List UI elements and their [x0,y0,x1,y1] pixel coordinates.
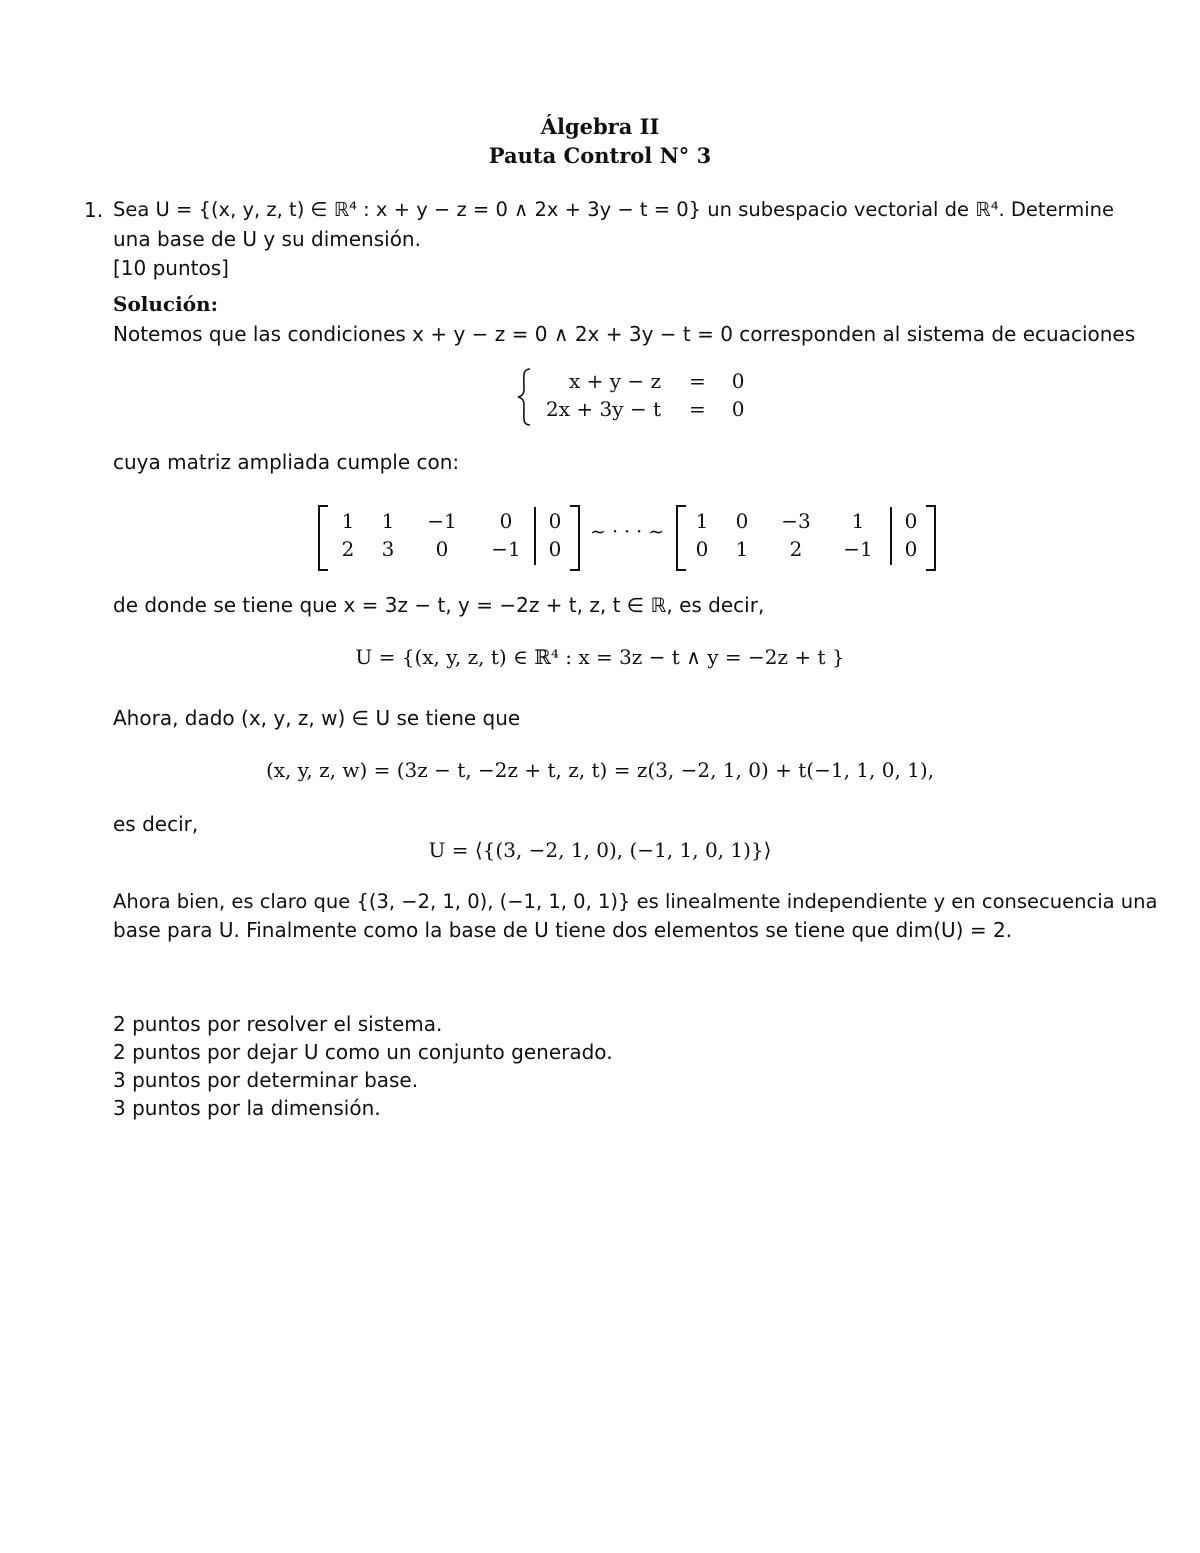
problem-number: 1. [84,198,104,222]
system-eq: = [689,397,706,421]
left-brace-icon [516,367,532,427]
system-lhs: x + y − z [568,369,662,393]
matrix-cell: −1 [491,537,521,561]
system-rhs: 0 [731,397,745,421]
solution-label: Solución: [113,292,218,316]
matrix-cell: 0 [695,537,709,561]
left-bracket [318,505,328,571]
matrix-cell: 1 [381,509,395,533]
matrix-row [330,535,538,563]
conclusion-line1: Ahora bien, es claro que {(3, −2, 1, 0), (−1, 1, 0, 1)} es linealmente independiente y en consecuencia una [113,890,1158,913]
left-bracket [676,505,686,571]
row-equivalence-symbol: ∼ · · · ∼ [590,521,665,543]
es-decir-text: es decir, [113,812,199,836]
matrix-cell: 0 [904,537,918,561]
matrix-cell: −1 [427,509,457,533]
matrix-row [330,507,538,535]
matrix-cell: 1 [735,537,749,561]
from-where-text: de donde se tiene que x = 3z − t, y = −2z + t, z, t ∈ ℝ, es decir, [113,593,765,617]
matrix-cell: 0 [548,537,562,561]
rubric-item: 2 puntos por resolver el sistema. [113,1012,443,1036]
page-title: Álgebra II [540,114,660,139]
rubric-item: 3 puntos por la dimensión. [113,1096,381,1120]
augment-divider [890,507,892,565]
system-eq: = [689,369,706,393]
rubric-item: 3 puntos por determinar base. [113,1068,419,1092]
problem-statement-line2: una base de U y su dimensión. [113,227,421,251]
matrix-cell: 2 [789,537,803,561]
system-row [540,367,751,395]
matrix-cell: −1 [843,537,873,561]
problem-statement-line1: Sea U = {(x, y, z, t) ∈ ℝ⁴ : x + y − z = 0 ∧ 2x + 3y − t = 0} un subespacio vectorial de ℝ⁴. Determine [113,198,1115,221]
matrix-row [688,535,892,563]
right-bracket [570,505,580,571]
matrix-cell: 3 [381,537,395,561]
span-equation: U = ⟨{(3, −2, 1, 0), (−1, 1, 0, 1)}⟩ [428,838,772,862]
matrix-cell: 1 [851,509,865,533]
vector-expansion: (x, y, z, w) = (3z − t, −2z + t, z, t) = z(3, −2, 1, 0) + t(−1, 1, 0, 1), [265,758,935,782]
matrix-cell: 1 [341,509,355,533]
matrix-cell: 0 [904,509,918,533]
matrix-cell: 2 [341,537,355,561]
augment-divider [534,507,536,565]
matrix-cell: 1 [695,509,709,533]
now-given-text: Ahora, dado (x, y, z, w) ∈ U se tiene que [113,706,521,730]
matrix-cell: 0 [735,509,749,533]
page-subtitle: Pauta Control N° 3 [488,143,712,168]
augmented-matrix-right [676,505,938,567]
solution-intro: Notemos que las condiciones x + y − z = 0 ∧ 2x + 3y − t = 0 corresponden al sistema de ecuaciones [113,322,1136,346]
system-row [540,395,751,423]
matrix-cell: −3 [781,509,811,533]
matrix-cell: 0 [499,509,513,533]
u-set-definition: U = {(x, y, z, t) ∈ ℝ⁴ : x = 3z − t ∧ y = −2z + t } [355,645,845,669]
augmented-matrix-left [318,505,580,567]
matrix-cell: 0 [548,509,562,533]
matrix-row [688,507,892,535]
system-lhs: 2x + 3y − t [546,397,662,421]
matrix-intro: cuya matriz ampliada cumple con: [113,450,460,474]
system-rhs: 0 [731,369,745,393]
conclusion-line2: base para U. Finalmente como la base de U tiene dos elementos se tiene que dim(U) = 2. [113,918,1013,942]
right-bracket [926,505,936,571]
rubric-item: 2 puntos por dejar U como un conjunto generado. [113,1040,613,1064]
problem-points: [10 puntos] [113,256,229,280]
matrix-cell: 0 [435,537,449,561]
